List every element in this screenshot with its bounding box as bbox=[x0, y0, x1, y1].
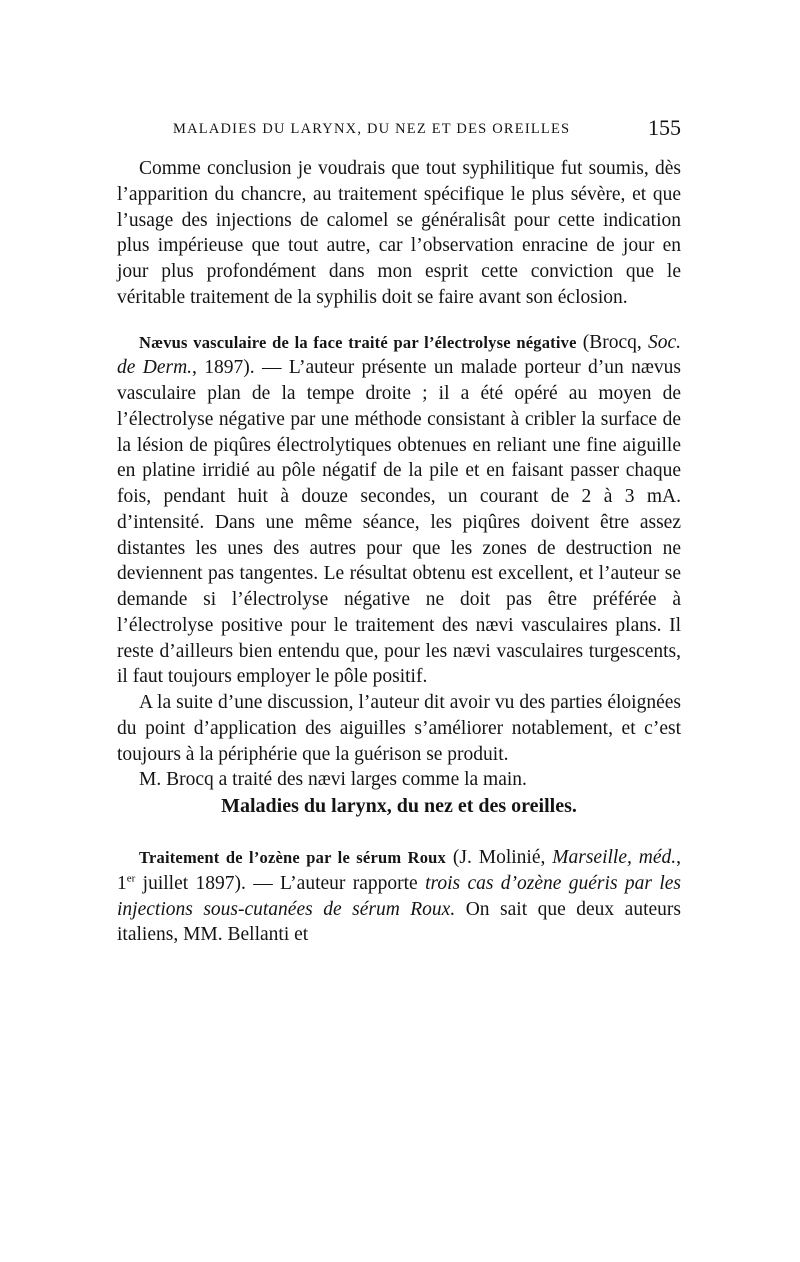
ozene-citation-superscript: er bbox=[126, 872, 136, 885]
ozene-text-italic: trois cas d’ozène guéris par les injections sous-cutanées de sérum Roux. bbox=[117, 872, 681, 920]
naevus-article-text: — L’auteur présente un malade porteur d’un nævus vasculaire plan de la tempe droite ; il a été opéré au moyen de l’électrolyse négative par une méthode consistant à cribler la surface de la lésion de piqûres électrolytiques obtenues en reliant une fine aiguille en platine irridié au pôle négatif de la pile et en faisant passer chaque fois, pendant huit à douze secondes, un courant de 2 à 3 mA. d’intensité. Dans une même séance, les piqûres doivent être assez distantes les unes des autres pour que les zones de destruction ne deviennent pas tangentes. Le résultat obtenu est excellent, et l’auteur se demande si l’électrolyse négative ne doit pas être préférée à l’électrolyse positive pour le traitement des nævi vasculaires plans. Il reste d’ailleurs bien entendu que, pour les nævi vasculaires turgescents, il faut toujours employer le pôle positif. bbox=[117, 357, 681, 688]
conclusion-paragraph: Comme conclusion je voudrais que tout syphilitique fut soumis, dès l’apparition du chancre, au traitement spécifique le plus sévère, et que l’usage des injections de calomel se généralisât pour cette indication plus impérieuse que tout autre, car l’observation enracine de jour en jour plus profondément dans mon esprit cette conviction que le véritable traitement de la syphilis doit se faire avant son éclosion. bbox=[117, 158, 681, 308]
ozene-article-title: Traitement de l’ozène par le sérum Roux bbox=[139, 848, 447, 867]
ozene-text-intro: — L’auteur rapporte bbox=[245, 872, 426, 894]
page-body bbox=[117, 156, 681, 948]
ozene-citation-open: (J. Molinié, bbox=[446, 847, 553, 868]
naevus-discussion-paragraph: A la suite d’une discussion, l’auteur dit avoir vu des parties éloignées du point d’application des aiguilles s’améliorer notablement, et c’est toujours à la périphérie que la guérison se produit. bbox=[117, 692, 681, 765]
naevus-citation-close: , 1897). bbox=[192, 357, 255, 379]
ozene-article bbox=[117, 845, 681, 948]
page-number: 155 bbox=[648, 115, 681, 140]
naevus-article bbox=[117, 330, 681, 691]
page-header bbox=[173, 117, 681, 147]
ozene-citation-close: juillet 1897). bbox=[135, 872, 246, 894]
ozene-citation-mid: , 1 bbox=[117, 847, 681, 894]
naevus-article-title: Nævus vasculaire de la face traité par l’électrolyse négative bbox=[139, 332, 577, 352]
ozene-citation-journal: Marseille, méd. bbox=[552, 847, 677, 868]
section-heading: Maladies du larynx, du nez et des oreilles. bbox=[221, 795, 577, 817]
naevus-citation-journal: Soc. de Derm. bbox=[117, 331, 681, 379]
running-title: MALADIES DU LARYNX, DU NEZ ET DES OREILLES bbox=[173, 121, 571, 137]
ozene-text-continuation: On sait que deux auteurs italiens, MM. Bellanti et bbox=[117, 898, 681, 946]
naevus-closing-paragraph: M. Brocq a traité des nævi larges comme la main. bbox=[139, 769, 527, 791]
naevus-citation-open: (Brocq, bbox=[576, 331, 648, 353]
